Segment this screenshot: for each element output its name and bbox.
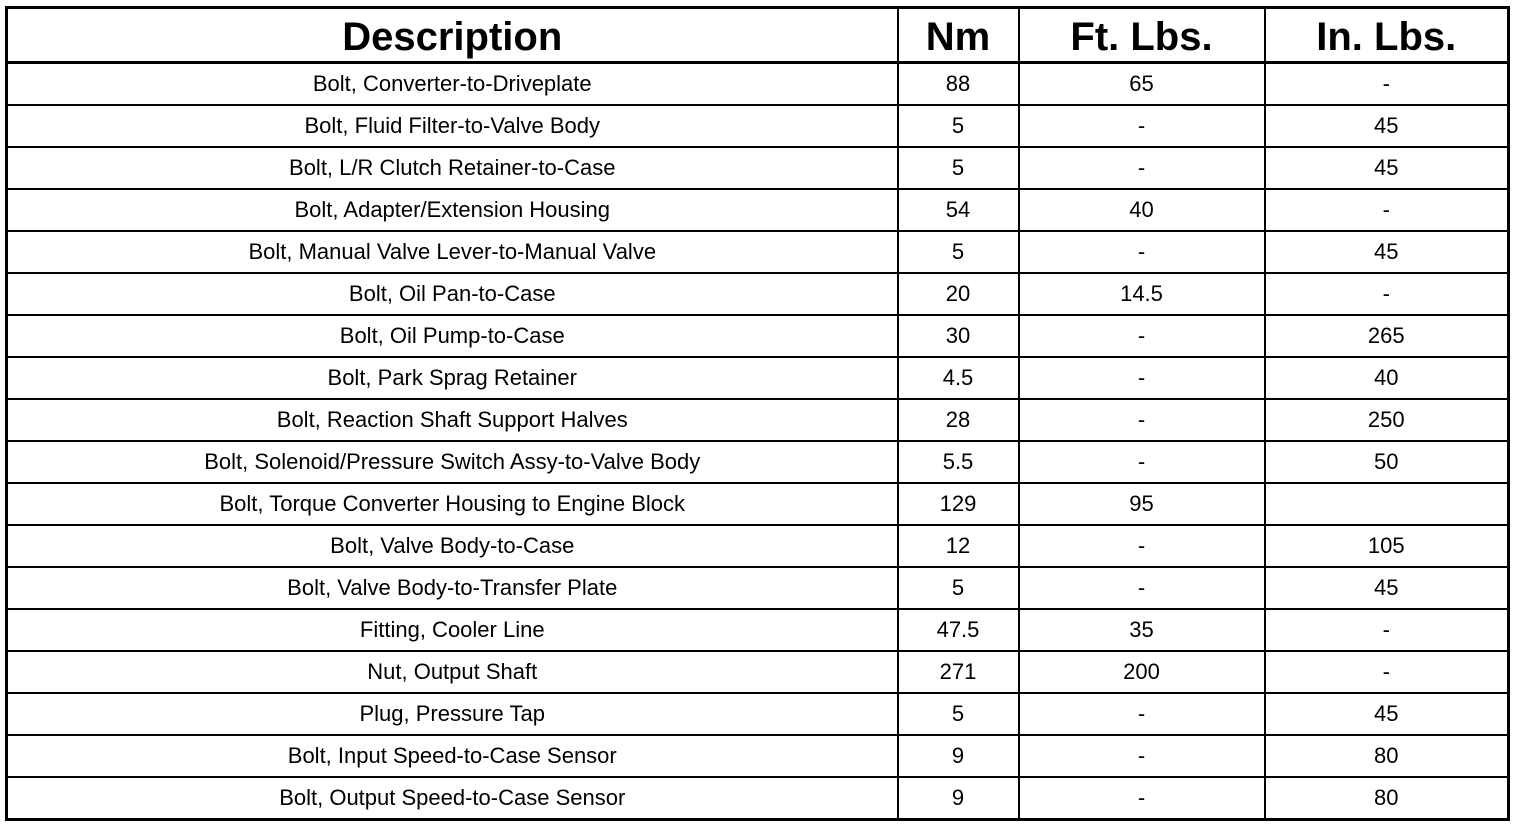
cell-description: Bolt, Manual Valve Lever-to-Manual Valve bbox=[7, 231, 898, 273]
cell-in-lbs: 45 bbox=[1265, 567, 1509, 609]
cell-nm: 9 bbox=[898, 777, 1019, 820]
cell-ft-lbs: - bbox=[1019, 315, 1265, 357]
cell-description: Bolt, Output Speed-to-Case Sensor bbox=[7, 777, 898, 820]
cell-nm: 12 bbox=[898, 525, 1019, 567]
cell-nm: 4.5 bbox=[898, 357, 1019, 399]
table-row bbox=[7, 609, 1509, 651]
cell-nm: 28 bbox=[898, 399, 1019, 441]
table-row bbox=[7, 189, 1509, 231]
cell-ft-lbs: - bbox=[1019, 567, 1265, 609]
table-row bbox=[7, 63, 1509, 106]
cell-ft-lbs: 35 bbox=[1019, 609, 1265, 651]
table-row bbox=[7, 651, 1509, 693]
cell-ft-lbs: 95 bbox=[1019, 483, 1265, 525]
cell-description: Plug, Pressure Tap bbox=[7, 693, 898, 735]
cell-description: Bolt, Valve Body-to-Case bbox=[7, 525, 898, 567]
cell-description: Bolt, Fluid Filter-to-Valve Body bbox=[7, 105, 898, 147]
cell-ft-lbs: 65 bbox=[1019, 63, 1265, 106]
header-nm: Nm bbox=[898, 8, 1019, 63]
cell-description: Bolt, Adapter/Extension Housing bbox=[7, 189, 898, 231]
cell-in-lbs: 80 bbox=[1265, 777, 1509, 820]
cell-nm: 9 bbox=[898, 735, 1019, 777]
cell-nm: 5 bbox=[898, 231, 1019, 273]
cell-nm: 5 bbox=[898, 147, 1019, 189]
cell-in-lbs: - bbox=[1265, 609, 1509, 651]
cell-in-lbs: - bbox=[1265, 651, 1509, 693]
table-row bbox=[7, 483, 1509, 525]
cell-description: Bolt, L/R Clutch Retainer-to-Case bbox=[7, 147, 898, 189]
table-row bbox=[7, 525, 1509, 567]
table-row bbox=[7, 273, 1509, 315]
cell-nm: 20 bbox=[898, 273, 1019, 315]
cell-description: Bolt, Oil Pump-to-Case bbox=[7, 315, 898, 357]
cell-nm: 5 bbox=[898, 567, 1019, 609]
cell-nm: 5 bbox=[898, 693, 1019, 735]
table-row bbox=[7, 231, 1509, 273]
cell-ft-lbs: - bbox=[1019, 441, 1265, 483]
cell-in-lbs: 45 bbox=[1265, 105, 1509, 147]
cell-in-lbs: 80 bbox=[1265, 735, 1509, 777]
table-row bbox=[7, 147, 1509, 189]
cell-ft-lbs: - bbox=[1019, 777, 1265, 820]
table-row bbox=[7, 777, 1509, 820]
cell-description: Bolt, Reaction Shaft Support Halves bbox=[7, 399, 898, 441]
cell-description: Bolt, Torque Converter Housing to Engine Block bbox=[7, 483, 898, 525]
cell-in-lbs bbox=[1265, 483, 1509, 525]
cell-ft-lbs: - bbox=[1019, 693, 1265, 735]
cell-ft-lbs: - bbox=[1019, 231, 1265, 273]
header-description: Description bbox=[7, 8, 898, 63]
cell-nm: 129 bbox=[898, 483, 1019, 525]
table-row bbox=[7, 567, 1509, 609]
cell-description: Bolt, Park Sprag Retainer bbox=[7, 357, 898, 399]
cell-description: Nut, Output Shaft bbox=[7, 651, 898, 693]
cell-in-lbs: 45 bbox=[1265, 693, 1509, 735]
header-ft-lbs: Ft. Lbs. bbox=[1019, 8, 1265, 63]
cell-nm: 5 bbox=[898, 105, 1019, 147]
cell-description: Bolt, Solenoid/Pressure Switch Assy-to-Valve Body bbox=[7, 441, 898, 483]
cell-nm: 88 bbox=[898, 63, 1019, 106]
cell-in-lbs: 105 bbox=[1265, 525, 1509, 567]
table-header bbox=[7, 8, 1509, 63]
cell-description: Bolt, Oil Pan-to-Case bbox=[7, 273, 898, 315]
table-row bbox=[7, 441, 1509, 483]
cell-in-lbs: 45 bbox=[1265, 147, 1509, 189]
cell-ft-lbs: - bbox=[1019, 735, 1265, 777]
cell-nm: 54 bbox=[898, 189, 1019, 231]
cell-in-lbs: - bbox=[1265, 63, 1509, 106]
cell-nm: 5.5 bbox=[898, 441, 1019, 483]
torque-specifications-table bbox=[5, 6, 1510, 821]
cell-ft-lbs: - bbox=[1019, 105, 1265, 147]
table-row bbox=[7, 735, 1509, 777]
table-row bbox=[7, 357, 1509, 399]
cell-ft-lbs: 200 bbox=[1019, 651, 1265, 693]
table-row bbox=[7, 693, 1509, 735]
cell-ft-lbs: - bbox=[1019, 525, 1265, 567]
header-in-lbs: In. Lbs. bbox=[1265, 8, 1509, 63]
cell-ft-lbs: - bbox=[1019, 357, 1265, 399]
cell-in-lbs: 250 bbox=[1265, 399, 1509, 441]
cell-in-lbs: 45 bbox=[1265, 231, 1509, 273]
cell-nm: 271 bbox=[898, 651, 1019, 693]
cell-description: Bolt, Input Speed-to-Case Sensor bbox=[7, 735, 898, 777]
cell-in-lbs: - bbox=[1265, 273, 1509, 315]
cell-description: Bolt, Valve Body-to-Transfer Plate bbox=[7, 567, 898, 609]
cell-ft-lbs: 40 bbox=[1019, 189, 1265, 231]
cell-nm: 47.5 bbox=[898, 609, 1019, 651]
cell-nm: 30 bbox=[898, 315, 1019, 357]
cell-ft-lbs: 14.5 bbox=[1019, 273, 1265, 315]
cell-ft-lbs: - bbox=[1019, 147, 1265, 189]
cell-in-lbs: 40 bbox=[1265, 357, 1509, 399]
cell-in-lbs: 50 bbox=[1265, 441, 1509, 483]
header-row bbox=[7, 8, 1509, 63]
table-row bbox=[7, 105, 1509, 147]
cell-in-lbs: 265 bbox=[1265, 315, 1509, 357]
table-row bbox=[7, 315, 1509, 357]
cell-description: Fitting, Cooler Line bbox=[7, 609, 898, 651]
cell-ft-lbs: - bbox=[1019, 399, 1265, 441]
cell-in-lbs: - bbox=[1265, 189, 1509, 231]
table-row bbox=[7, 399, 1509, 441]
cell-description: Bolt, Converter-to-Driveplate bbox=[7, 63, 898, 106]
table-body bbox=[7, 63, 1509, 820]
